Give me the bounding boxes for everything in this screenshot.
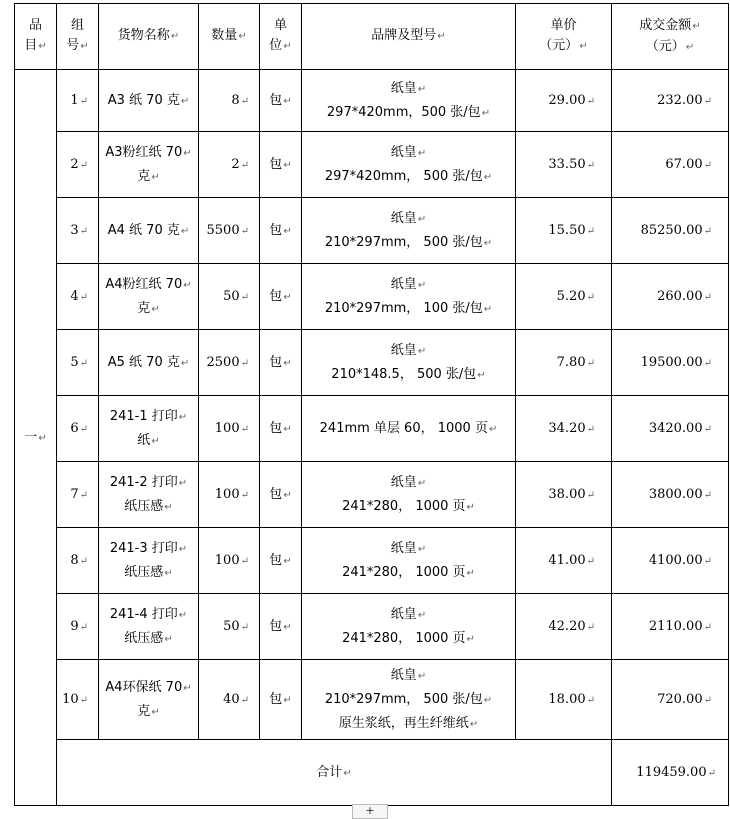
brand-model-cell [302, 660, 516, 740]
unit-price-cell [516, 132, 612, 198]
table-row [15, 396, 729, 462]
cell-text: 4100.00 ↵ [649, 553, 712, 568]
cell-text: 241*280， 1000 页 ↵ [342, 631, 475, 646]
amount-cell [612, 396, 729, 462]
product-name-cell [99, 462, 199, 528]
cell-text: 9 ↵ [70, 619, 88, 634]
cell-text: 4 ↵ [70, 289, 88, 304]
cell-text: 100 ↵ [215, 487, 249, 502]
brand-model-cell [302, 330, 516, 396]
cell-text: 纸皇 ↵ [391, 277, 426, 292]
product-name-cell [99, 396, 199, 462]
quantity-cell [199, 462, 260, 528]
brand-model-cell [302, 462, 516, 528]
amount-cell [612, 132, 729, 198]
product-name-cell [99, 264, 199, 330]
cell-text: 包 ↵ [269, 223, 291, 238]
table-row [15, 330, 729, 396]
cell-text: 210*148.5， 500 张/包 ↵ [331, 367, 485, 382]
cell-text: 720.00 ↵ [657, 692, 712, 707]
header-price: 单价 （元） ↵ [516, 4, 612, 70]
group-number-cell [57, 132, 99, 198]
unit-cell [260, 132, 302, 198]
cell-text: 260.00 ↵ [657, 289, 712, 304]
cell-text: 33.50 ↵ [548, 157, 595, 172]
quantity-cell [199, 594, 260, 660]
product-name-cell [99, 594, 199, 660]
unit-cell [260, 660, 302, 740]
group-number-cell [57, 396, 99, 462]
cell-text: 纸皇 ↵ [391, 145, 426, 160]
cell-text: 纸 ↵ [137, 433, 159, 448]
group-number-cell [57, 594, 99, 660]
unit-cell [260, 198, 302, 264]
cell-text: 50 ↵ [223, 289, 249, 304]
cell-text: 5.20 ↵ [557, 289, 595, 304]
header-name: 货物名称 ↵ [99, 4, 199, 70]
table-row [15, 70, 729, 132]
unit-cell [260, 70, 302, 132]
cell-text: 克 ↵ [137, 169, 159, 184]
cell-text: 包 ↵ [269, 157, 291, 172]
cell-text: 克 ↵ [137, 704, 159, 719]
product-name-cell [99, 528, 199, 594]
cell-text: 原生浆纸，再生纤维纸 ↵ [339, 716, 478, 731]
cell-text: 合计 ↵ [316, 765, 351, 780]
cell-text: 210*297mm， 500 张/包 ↵ [325, 235, 492, 250]
cell-text: A4环保纸 70 ↵ [105, 680, 191, 695]
cell-text: 297*420mm，500 张/包 ↵ [327, 105, 490, 120]
group-number-cell [57, 264, 99, 330]
cell-text: 8 ↵ [70, 553, 88, 568]
header-unit: 单 位 ↵ [260, 4, 302, 70]
table-row [15, 660, 729, 740]
quantity-cell [199, 132, 260, 198]
product-name-cell [99, 660, 199, 740]
cell-text: 241-4 打印 ↵ [110, 607, 187, 622]
cell-text: 3 ↵ [70, 223, 88, 238]
cell-text: 210*297mm， 500 张/包 ↵ [325, 692, 492, 707]
unit-cell [260, 528, 302, 594]
group-number-cell [57, 330, 99, 396]
quantity-cell [199, 396, 260, 462]
total-value-cell [612, 740, 729, 806]
brand-model-cell [302, 264, 516, 330]
header-amount: 成交金额 ↵ （元） ↵ [612, 4, 729, 70]
header-brand: 品牌及型号 ↵ [302, 4, 516, 70]
cell-text: 包 ↵ [269, 553, 291, 568]
brand-model-cell [302, 132, 516, 198]
cell-text: 5 ↵ [70, 355, 88, 370]
header-group: 组 号 ↵ [57, 4, 99, 70]
brand-model-cell [302, 70, 516, 132]
total-row [15, 740, 729, 806]
add-row-button[interactable]: + [352, 804, 388, 819]
amount-cell [612, 594, 729, 660]
unit-price-cell [516, 528, 612, 594]
unit-price-cell [516, 462, 612, 528]
unit-cell [260, 330, 302, 396]
unit-cell [260, 462, 302, 528]
table-row [15, 594, 729, 660]
table-row [15, 462, 729, 528]
unit-price-cell [516, 594, 612, 660]
cell-text: 85250.00 ↵ [641, 223, 712, 238]
cell-text: 3800.00 ↵ [649, 487, 712, 502]
procurement-table [14, 3, 729, 806]
quantity-cell [199, 70, 260, 132]
header-category: 品 目 ↵ [15, 4, 57, 70]
unit-cell [260, 264, 302, 330]
group-number-cell [57, 198, 99, 264]
cell-text: 241-3 打印 ↵ [110, 541, 187, 556]
cell-text: 纸皇 ↵ [391, 607, 426, 622]
amount-cell [612, 660, 729, 740]
total-label-cell [57, 740, 612, 806]
cell-text: 241mm 单层 60， 1000 页 ↵ [320, 421, 498, 436]
unit-price-cell [516, 660, 612, 740]
cell-text: 纸皇 ↵ [391, 81, 426, 96]
cell-text: 2500 ↵ [207, 355, 249, 370]
cell-text: 克 ↵ [137, 301, 159, 316]
cell-text: A3 纸 70 克 ↵ [108, 93, 190, 108]
unit-price-cell [516, 396, 612, 462]
amount-cell [612, 264, 729, 330]
table-row [15, 132, 729, 198]
group-number-cell [57, 660, 99, 740]
quantity-cell [199, 264, 260, 330]
cell-text: 6 ↵ [70, 421, 88, 436]
brand-model-cell [302, 198, 516, 264]
cell-text: 纸皇 ↵ [391, 343, 426, 358]
table-row [15, 528, 729, 594]
amount-cell [612, 70, 729, 132]
cell-text: 50 ↵ [223, 619, 249, 634]
cell-text: 119459.00 ↵ [636, 765, 716, 780]
product-name-cell [99, 198, 199, 264]
cell-text: 67.00 ↵ [665, 157, 712, 172]
cell-text: 297*420mm， 500 张/包 ↵ [325, 169, 492, 184]
cell-text: 100 ↵ [215, 421, 249, 436]
cell-text: 241-2 打印 ↵ [110, 475, 187, 490]
quantity-cell [199, 330, 260, 396]
unit-price-cell [516, 330, 612, 396]
cell-text: 3420.00 ↵ [649, 421, 712, 436]
product-name-cell [99, 70, 199, 132]
cell-text: 2110.00 ↵ [649, 619, 712, 634]
group-number-cell [57, 70, 99, 132]
table-row [15, 198, 729, 264]
amount-cell [612, 198, 729, 264]
cell-text: 38.00 ↵ [548, 487, 595, 502]
cell-text: 包 ↵ [269, 692, 291, 707]
cell-text: 包 ↵ [269, 355, 291, 370]
cell-text: 18.00 ↵ [548, 692, 595, 707]
category-cell [15, 70, 57, 806]
cell-text: 210*297mm， 100 张/包 ↵ [325, 301, 492, 316]
unit-price-cell [516, 198, 612, 264]
quantity-cell [199, 198, 260, 264]
cell-text: 纸皇 ↵ [391, 541, 426, 556]
cell-text: 241*280， 1000 页 ↵ [342, 565, 475, 580]
cell-text: 42.20 ↵ [548, 619, 595, 634]
cell-text: 2 ↵ [70, 157, 88, 172]
quantity-cell [199, 528, 260, 594]
amount-cell [612, 528, 729, 594]
header-row [15, 4, 729, 70]
cell-text: 包 ↵ [269, 93, 291, 108]
table-row [15, 264, 729, 330]
cell-text: 包 ↵ [269, 619, 291, 634]
cell-text: 232.00 ↵ [657, 93, 712, 108]
cell-text: 包 ↵ [269, 421, 291, 436]
cell-text: 一 ↵ [24, 430, 46, 445]
cell-text: 41.00 ↵ [548, 553, 595, 568]
amount-cell [612, 462, 729, 528]
cell-text: 10 ↵ [62, 692, 88, 707]
cell-text: 纸皇 ↵ [391, 668, 426, 683]
cell-text: 34.20 ↵ [548, 421, 595, 436]
group-number-cell [57, 462, 99, 528]
cell-text: A3粉红纸 70 ↵ [105, 145, 191, 160]
cell-text: 40 ↵ [223, 692, 249, 707]
cell-text: 包 ↵ [269, 487, 291, 502]
cell-text: 纸压感 ↵ [124, 499, 172, 514]
header-qty: 数量 ↵ [199, 4, 260, 70]
unit-price-cell [516, 70, 612, 132]
cell-text: A5 纸 70 克 ↵ [108, 355, 190, 370]
cell-text: 19500.00 ↵ [641, 355, 712, 370]
cell-text: 241-1 打印 ↵ [110, 409, 187, 424]
brand-model-cell [302, 396, 516, 462]
cell-text: 7.80 ↵ [557, 355, 595, 370]
brand-model-cell [302, 528, 516, 594]
cell-text: A4粉红纸 70 ↵ [105, 277, 191, 292]
product-name-cell [99, 330, 199, 396]
cell-text: 7 ↵ [70, 487, 88, 502]
cell-text: 纸压感 ↵ [124, 565, 172, 580]
cell-text: 5500 ↵ [207, 223, 249, 238]
cell-text: 29.00 ↵ [548, 93, 595, 108]
cell-text: 纸压感 ↵ [124, 631, 172, 646]
brand-model-cell [302, 594, 516, 660]
group-number-cell [57, 528, 99, 594]
product-name-cell [99, 132, 199, 198]
unit-cell [260, 396, 302, 462]
cell-text: 1 ↵ [70, 93, 88, 108]
unit-cell [260, 594, 302, 660]
unit-price-cell [516, 264, 612, 330]
cell-text: 2 ↵ [231, 157, 249, 172]
cell-text: 100 ↵ [215, 553, 249, 568]
cell-text: 包 ↵ [269, 289, 291, 304]
quantity-cell [199, 660, 260, 740]
cell-text: 纸皇 ↵ [391, 475, 426, 490]
cell-text: 纸皇 ↵ [391, 211, 426, 226]
cell-text: 15.50 ↵ [548, 223, 595, 238]
amount-cell [612, 330, 729, 396]
cell-text: 241*280， 1000 页 ↵ [342, 499, 475, 514]
cell-text: A4 纸 70 克 ↵ [108, 223, 190, 238]
cell-text: 8 ↵ [231, 93, 249, 108]
